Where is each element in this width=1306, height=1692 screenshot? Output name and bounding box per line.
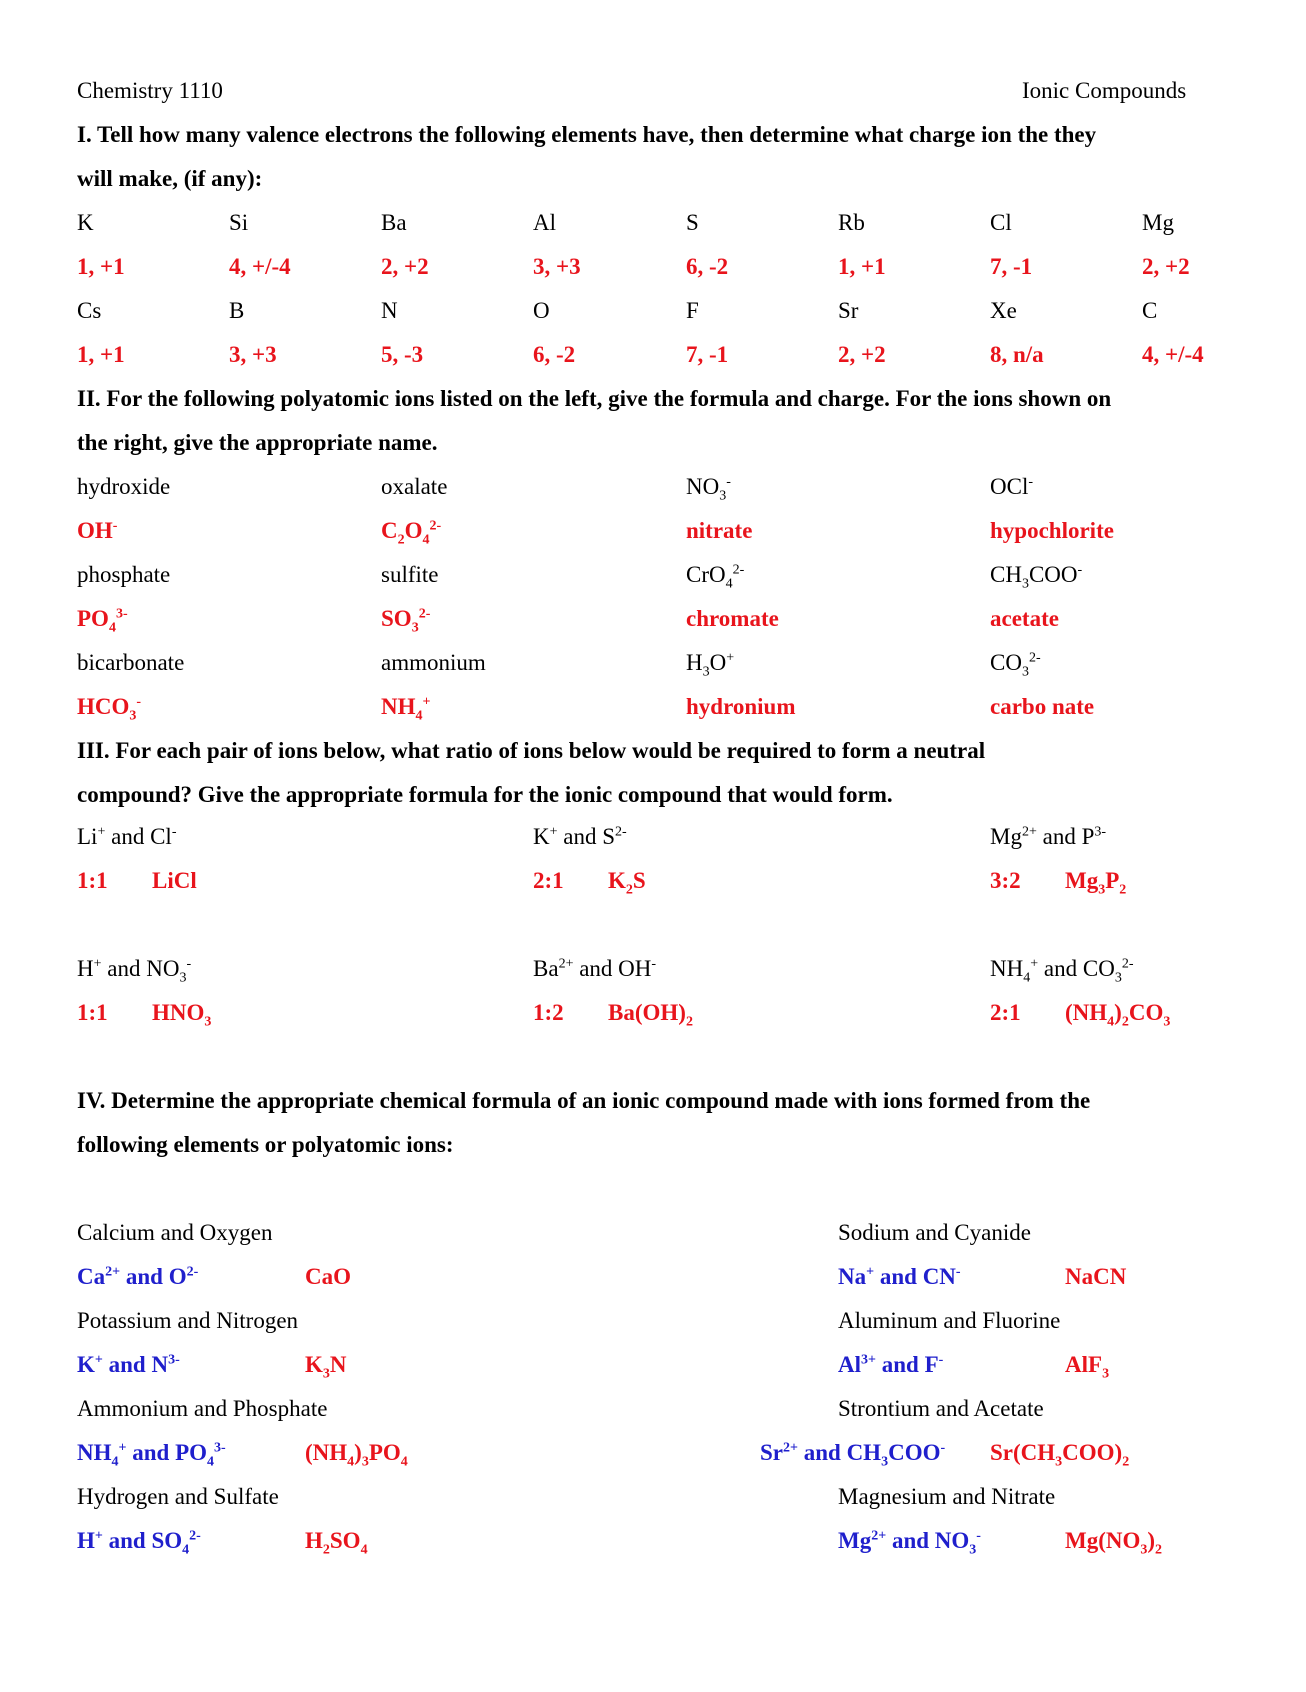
valence-answer: 6, -2 <box>686 254 729 279</box>
element-label: S <box>686 210 699 235</box>
element-label: Xe <box>990 298 1017 323</box>
ion-pair-answer: $Ca^{2+}$ and $O^{2-}$ <box>77 1264 199 1289</box>
section3-prompt-line2: compound? Give the appropriate formula for the ionic compound that would form. <box>77 782 893 807</box>
ion-name-answer: carbo nate <box>990 694 1095 719</box>
ion-formula-answer: $HCO_3^-$ <box>77 694 142 724</box>
topic-title: Ionic Compounds <box>1022 78 1187 103</box>
formula-answer: $Ba(OH)_2$ <box>608 1000 693 1030</box>
section3-prompt-line1: III. For each pair of ions below, what ratio of ions below would be required to form a neutral <box>77 738 986 763</box>
ion-pair-answer: $Al^{3+}$ and F- <box>838 1352 944 1377</box>
ion-name: hydroxide <box>77 474 171 499</box>
ion-pair: Li+ and Cl- <box>77 824 177 849</box>
formula-answer: LiCl <box>152 868 197 893</box>
ion-pair: $NH_4^+$ and $CO_3^{2-}$ <box>990 956 1134 986</box>
compound-answer: $H_2SO_4$ <box>305 1528 368 1558</box>
valence-answer: 5, -3 <box>381 342 424 367</box>
ion-pair-answer: H+ and $SO_4^{2-}$ <box>77 1528 201 1558</box>
element-pair-name: Strontium and Acetate <box>838 1396 1044 1421</box>
element-pair-name: Potassium and Nitrogen <box>77 1308 299 1333</box>
compound-answer: AlF$_3$ <box>1065 1352 1110 1382</box>
valence-answer: 3, +3 <box>229 342 277 367</box>
ion-pair-answer: Na+ and CN- <box>838 1264 961 1289</box>
ion-formula: $NO_3^-$ <box>686 474 731 504</box>
ion-name-answer: chromate <box>686 606 779 631</box>
valence-answer: 2, +2 <box>838 342 886 367</box>
ratio-answer: 2:1 <box>990 1000 1021 1025</box>
valence-answer: 1, +1 <box>77 342 125 367</box>
element-pair-name: Hydrogen and Sulfate <box>77 1484 279 1509</box>
ratio-answer: 2:1 <box>533 868 564 893</box>
ion-name: phosphate <box>77 562 171 587</box>
ion-formula-answer: $SO_3^{2-}$ <box>381 606 431 636</box>
section1-prompt-line2: will make, (if any): <box>77 166 263 191</box>
ion-pair-answer: $Mg^{2+}$ and $NO_3^-$ <box>838 1528 981 1558</box>
valence-answer: 4, +/-4 <box>1142 342 1204 367</box>
ion-name-answer: hypochlorite <box>990 518 1114 543</box>
formula-answer: $K_2S$ <box>608 868 646 898</box>
ion-pair-answer: $Sr^{2+}$ and $CH_3COO^-$ <box>760 1440 946 1470</box>
ion-formula: $H_3O^+$ <box>686 650 735 680</box>
compound-answer: $Sr(CH_3COO)_2$ <box>990 1440 1130 1470</box>
ion-name: bicarbonate <box>77 650 185 675</box>
formula-answer: $(NH_4)_2CO_3$ <box>1065 1000 1171 1030</box>
ion-formula: CrO$_4^{2-}$ <box>686 562 745 592</box>
element-pair-name: Magnesium and Nitrate <box>838 1484 1056 1509</box>
ion-name: oxalate <box>381 474 448 499</box>
element-label: Mg <box>1142 210 1174 235</box>
element-pair-name: Ammonium and Phosphate <box>77 1396 328 1421</box>
valence-answer: 6, -2 <box>533 342 576 367</box>
ion-formula: $CH_3COO^-$ <box>990 562 1083 592</box>
ion-name-answer: hydronium <box>686 694 796 719</box>
element-label: Rb <box>838 210 865 235</box>
element-pair-name: Sodium and Cyanide <box>838 1220 1031 1245</box>
ion-formula-answer: $NH_4^+$ <box>381 694 431 724</box>
ion-pair-answer: $NH_4^+$ and $PO_4^{3-}$ <box>77 1440 226 1470</box>
valence-answer: 7, -1 <box>990 254 1033 279</box>
element-label: O <box>533 298 550 323</box>
section4-prompt-line2: following elements or polyatomic ions: <box>77 1132 454 1157</box>
element-label: F <box>686 298 699 323</box>
element-pair-name: Calcium and Oxygen <box>77 1220 273 1245</box>
ion-pair: H+ and $NO_3^-$ <box>77 956 192 986</box>
element-label: C <box>1142 298 1158 323</box>
section2-prompt-line1: II. For the following polyatomic ions listed on the left, give the formula and charge. For the ions shown on <box>77 386 1112 411</box>
ratio-answer: 1:1 <box>77 1000 108 1025</box>
ratio-answer: 1:1 <box>77 868 108 893</box>
valence-answer: 1, +1 <box>838 254 886 279</box>
valence-answer: 2, +2 <box>381 254 429 279</box>
valence-answer: 3, +3 <box>533 254 581 279</box>
valence-answer: 8, n/a <box>990 342 1044 367</box>
section1-prompt-line1: I. Tell how many valence electrons the following elements have, then determine what charge ion the they <box>77 122 1097 147</box>
ion-formula-answer: $C_2O_4^{2-}$ <box>381 518 442 548</box>
element-label: Al <box>533 210 556 235</box>
section2-prompt-line2: the right, give the appropriate name. <box>77 430 438 455</box>
element-label: Cl <box>990 210 1012 235</box>
ion-pair-answer: K+ and $N^{3-}$ <box>77 1352 180 1377</box>
ratio-answer: 1:2 <box>533 1000 564 1025</box>
element-label: Si <box>229 210 249 235</box>
element-label: Ba <box>381 210 407 235</box>
ion-name: sulfite <box>381 562 439 587</box>
ion-formula-answer: $PO_4^{3-}$ <box>77 606 128 636</box>
compound-answer: $K_3N$ <box>305 1352 347 1382</box>
ion-formula-answer: OH- <box>77 518 118 543</box>
valence-answer: 2, +2 <box>1142 254 1190 279</box>
formula-answer: $Mg_3P_2$ <box>1065 868 1127 898</box>
element-pair-name: Aluminum and Fluorine <box>838 1308 1061 1333</box>
valence-answer: 1, +1 <box>77 254 125 279</box>
ion-name: ammonium <box>381 650 486 675</box>
element-label: B <box>229 298 245 323</box>
element-label: N <box>381 298 398 323</box>
ion-formula: OCl- <box>990 474 1034 499</box>
compound-answer: $Mg(NO_3)_2$ <box>1065 1528 1163 1558</box>
compound-answer: CaO <box>305 1264 351 1289</box>
section4-prompt-line1: IV. Determine the appropriate chemical formula of an ionic compound made with ions formed from the <box>77 1088 1091 1113</box>
valence-answer: 4, +/-4 <box>229 254 291 279</box>
course-title: Chemistry 1110 <box>77 78 223 103</box>
ion-name-answer: acetate <box>990 606 1059 631</box>
element-label: Cs <box>77 298 102 323</box>
compound-answer: NaCN <box>1065 1264 1127 1289</box>
ion-pair: K+ and $S^{2-}$ <box>533 824 627 849</box>
formula-answer: $HNO_3$ <box>152 1000 212 1030</box>
ion-pair: $Mg^{2+}$ and $P^{3-}$ <box>990 824 1107 849</box>
ion-pair: $Ba^{2+}$ and OH- <box>533 956 657 981</box>
ratio-answer: 3:2 <box>990 868 1021 893</box>
element-label: K <box>77 210 94 235</box>
element-label: Sr <box>838 298 859 323</box>
compound-answer: $(NH_4)_3PO_4$ <box>305 1440 408 1470</box>
ion-formula: $CO_3^{2-}$ <box>990 650 1041 680</box>
ion-name-answer: nitrate <box>686 518 753 543</box>
valence-answer: 7, -1 <box>686 342 729 367</box>
